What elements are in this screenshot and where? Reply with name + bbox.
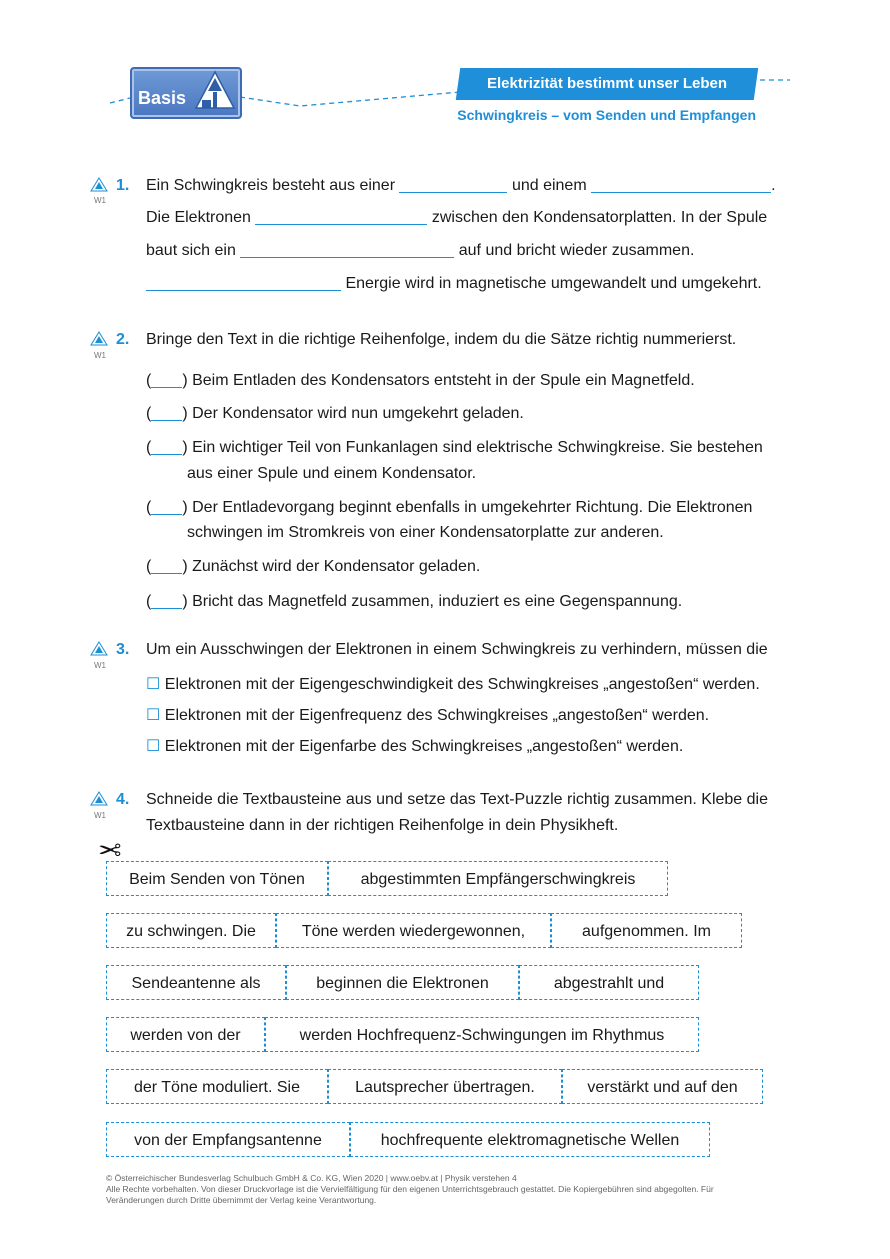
answer-blank[interactable] <box>240 241 454 258</box>
task1-line3: baut sich ein auf und bricht wieder zusammen. <box>146 242 695 259</box>
task4-instruction-line1: Schneide die Textbausteine aus und setze das Text-Puzzle richtig zusammen. Klebe die <box>146 791 768 808</box>
answer-blank[interactable] <box>591 176 771 193</box>
level-label: W1 <box>94 196 106 205</box>
level-label: W1 <box>94 351 106 360</box>
order-number-blank[interactable] <box>151 371 182 388</box>
level-triangle-icon <box>90 331 108 346</box>
scissors-icon: ✂ <box>98 835 122 866</box>
checkbox[interactable]: ☐ <box>146 707 161 724</box>
level-triangle-icon <box>90 177 108 192</box>
chapter-title: Elektrizität bestimmt unser Leben <box>456 68 758 100</box>
order-number-blank[interactable] <box>151 438 182 455</box>
puzzle-piece[interactable]: abgestimmten Empfängerschwingkreis <box>328 861 668 896</box>
order-item: ( ) Zunächst wird der Kondensator geladen. <box>146 558 481 575</box>
task2-question: Bringe den Text in die richtige Reihenfolge, indem du die Sätze richtig nummerierst. <box>146 331 737 348</box>
task-number: 3. <box>116 641 130 658</box>
task3-question: Um ein Ausschwingen der Elektronen in einem Schwingkreis zu verhindern, müssen die <box>146 641 768 658</box>
checkbox[interactable]: ☐ <box>146 738 161 755</box>
answer-blank[interactable] <box>146 274 341 291</box>
puzzle-piece[interactable]: hochfrequente elektromagnetische Wellen <box>350 1122 710 1157</box>
basis-badge-label: Basis <box>138 88 187 108</box>
order-number-blank[interactable] <box>151 557 182 574</box>
order-item: ( ) Bricht das Magnetfeld zusammen, induziert es eine Gegenspannung. <box>146 593 683 610</box>
puzzle-piece[interactable]: von der Empfangsantenne <box>106 1122 350 1157</box>
puzzle-piece[interactable]: verstärkt und auf den <box>562 1069 763 1104</box>
level-triangle-icon <box>90 641 108 656</box>
choice-option: ☐ Elektronen mit der Eigenfarbe des Schwingkreises „angestoßen“ werden. <box>146 738 684 755</box>
puzzle-piece[interactable]: werden von der <box>106 1017 265 1052</box>
task1-line1: Ein Schwingkreis besteht aus einer und einem . <box>146 177 776 194</box>
puzzle-piece[interactable]: zu schwingen. Die <box>106 913 276 948</box>
puzzle-piece[interactable]: Sendeantenne als <box>106 965 286 1000</box>
puzzle-piece[interactable]: abgestrahlt und <box>519 965 699 1000</box>
order-number-blank[interactable] <box>151 498 182 515</box>
order-item: ( ) Beim Entladen des Kondensators entsteht in der Spule ein Magnetfeld. <box>146 372 695 389</box>
order-item: ( ) Ein wichtiger Teil von Funkanlagen sind elektrische Schwingkreise. Sie bestehen <box>146 439 763 456</box>
answer-blank[interactable] <box>255 208 427 225</box>
footer-disclaimer: Veränderungen durch Dritte übernimmt der Verlag keine Verantwortung. <box>106 1195 377 1205</box>
order-item: ( ) Der Entladevorgang beginnt ebenfalls in umgekehrter Richtung. Die Elektronen <box>146 499 753 516</box>
puzzle-piece[interactable]: werden Hochfrequenz-Schwingungen im Rhythmus <box>265 1017 699 1052</box>
footer-rights: Alle Rechte vorbehalten. Von dieser Druckvorlage ist die Vervielfältigung für den eigenen Unterrichtsgebrauch gestattet. Die Kopiergebühren sind abgegolten. Für <box>106 1184 714 1194</box>
checkbox[interactable]: ☐ <box>146 676 161 693</box>
footer-copyright: © Österreichischer Bundesverlag Schulbuch GmbH & Co. KG, Wien 2020 | www.oebv.at | Physik verstehen 4 <box>106 1173 517 1183</box>
order-number-blank[interactable] <box>151 404 182 421</box>
puzzle-piece[interactable]: der Töne moduliert. Sie <box>106 1069 328 1104</box>
puzzle-piece[interactable]: beginnen die Elektronen <box>286 965 519 1000</box>
puzzle-piece[interactable]: aufgenommen. Im <box>551 913 742 948</box>
level-label: W1 <box>94 661 106 670</box>
task1-line4: Energie wird in magnetische umgewandelt und umgekehrt. <box>146 273 762 295</box>
level-pyramid-icon <box>194 70 236 112</box>
choice-option: ☐ Elektronen mit der Eigenfrequenz des Schwingkreises „angestoßen“ werden. <box>146 707 710 724</box>
task-number: 2. <box>116 331 130 348</box>
puzzle-piece[interactable]: Töne werden wiedergewonnen, <box>276 913 551 948</box>
order-item-continuation: schwingen im Stromkreis von einer Kondensatorplatte zur anderen. <box>187 524 664 541</box>
puzzle-piece[interactable]: Lautsprecher übertragen. <box>328 1069 562 1104</box>
task-number: 4. <box>116 791 130 808</box>
task-number: 1. <box>116 177 130 194</box>
order-item-continuation: aus einer Spule und einem Kondensator. <box>187 465 477 482</box>
level-triangle-icon <box>90 791 108 806</box>
level-label: W1 <box>94 811 106 820</box>
task1-line2: Die Elektronen zwischen den Kondensatorplatten. In der Spule <box>146 209 768 226</box>
order-number-blank[interactable] <box>151 592 182 609</box>
choice-option: ☐ Elektronen mit der Eigengeschwindigkeit des Schwingkreises „angestoßen“ werden. <box>146 676 760 693</box>
puzzle-piece[interactable]: Beim Senden von Tönen <box>106 861 328 896</box>
order-item: ( ) Der Kondensator wird nun umgekehrt geladen. <box>146 405 524 422</box>
chapter-subtitle: Schwingkreis – vom Senden und Empfangen <box>457 107 756 123</box>
task4-instruction-line2: Textbausteine dann in der richtigen Reihenfolge in dein Physikheft. <box>146 817 619 834</box>
answer-blank[interactable] <box>399 176 507 193</box>
